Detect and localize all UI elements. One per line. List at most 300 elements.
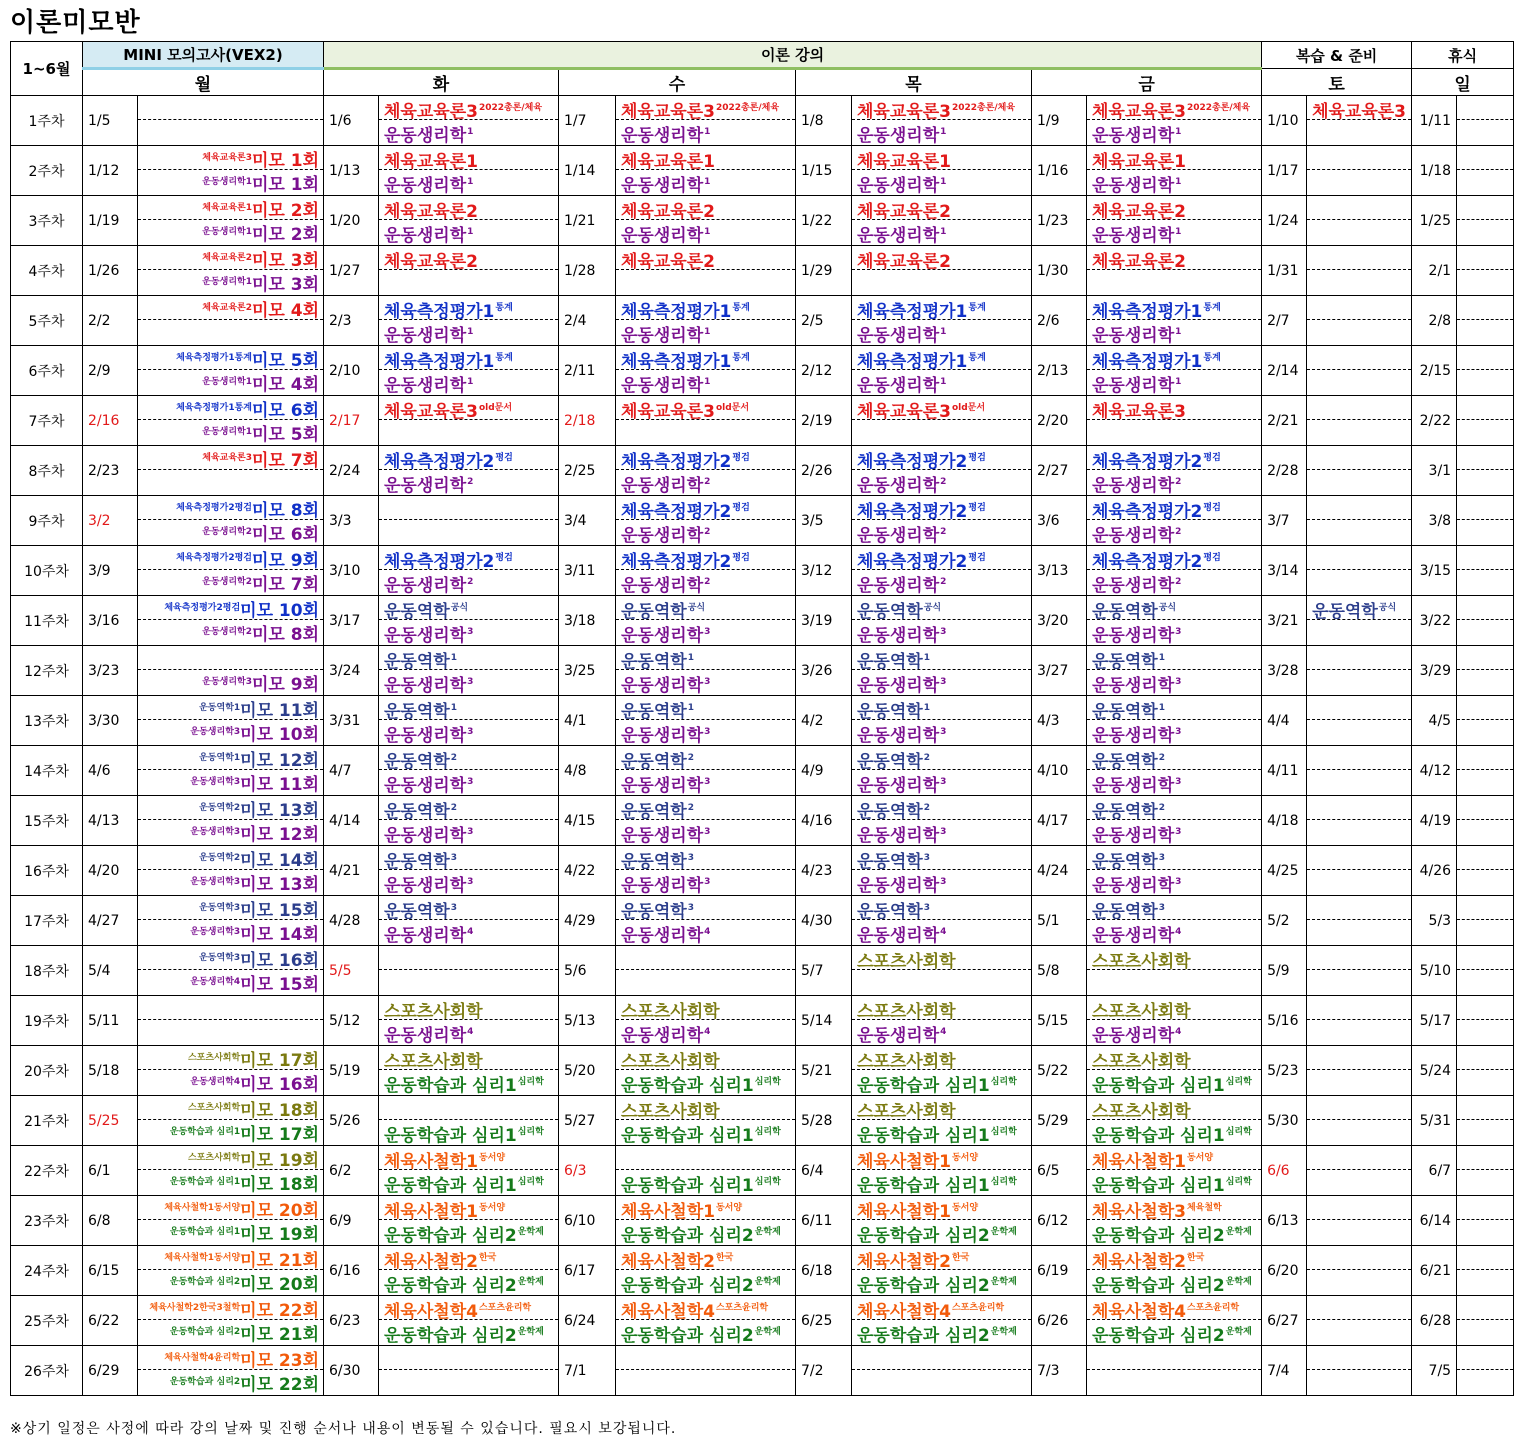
rest-line — [1457, 996, 1513, 1020]
lecture-line — [379, 170, 558, 194]
mini-test-line — [138, 1020, 323, 1044]
lecture-title: 체육교육론2 — [384, 202, 478, 220]
date-wed: 6/17 — [559, 1246, 616, 1296]
mini-test-label: 미모 8회 — [251, 501, 319, 520]
lecture-line — [1087, 770, 1261, 794]
lecture-title: 운동생리학 — [384, 226, 467, 244]
lecture-cell — [852, 1296, 1032, 1346]
date-thu: 5/7 — [796, 946, 852, 996]
lecture-title: 체육사철학4 — [1092, 1302, 1186, 1320]
lecture-line — [1087, 196, 1261, 220]
lecture-cell — [1087, 796, 1262, 846]
lecture-title: 체육사철학2 — [621, 1252, 715, 1270]
date-sun: 4/12 — [1412, 746, 1457, 796]
lecture-line — [852, 920, 1031, 944]
date-sat: 2/7 — [1262, 296, 1307, 346]
mini-test-label: 미모 16회 — [240, 1075, 319, 1094]
lecture-line — [852, 396, 1031, 420]
lecture-line — [616, 170, 795, 194]
mini-test-label: 미모 6회 — [251, 525, 319, 544]
lecture-line — [379, 946, 558, 970]
lecture-line — [852, 220, 1031, 244]
lecture-title: 체육측정평가1 — [1092, 352, 1203, 370]
lecture-title: 운동학습과 심리1 — [1092, 1176, 1225, 1194]
date-sat: 3/28 — [1262, 646, 1307, 696]
lecture-line — [379, 1246, 558, 1270]
date-tue: 5/5 — [324, 946, 379, 996]
date-sun: 5/3 — [1412, 896, 1457, 946]
review-cell — [1307, 846, 1412, 896]
lecture-title: 스포츠사회학 — [1092, 1052, 1191, 1070]
date-fri: 5/8 — [1032, 946, 1087, 996]
lecture-title: 운동역학 — [1092, 702, 1158, 720]
rest-line — [1457, 820, 1513, 844]
mini-test-label: 미모 7회 — [251, 451, 319, 470]
lecture-tag: 운학제 — [754, 1227, 781, 1237]
mini-test-subject: 체육사철학1동서양 — [164, 1203, 241, 1213]
mini-test-line — [138, 546, 323, 570]
rest-line — [1457, 870, 1513, 894]
lecture-title: 운동학습과 심리1 — [621, 1176, 754, 1194]
lecture-title: 운동생리학 — [621, 676, 704, 694]
rest-line — [1457, 346, 1513, 370]
review-line — [1307, 520, 1411, 544]
mini-test-subject: 체육교육론2 — [202, 253, 252, 263]
lecture-line — [852, 596, 1031, 620]
week-row — [11, 1346, 1514, 1396]
lecture-line — [379, 146, 558, 170]
date-thu: 5/21 — [796, 1046, 852, 1096]
review-line — [1307, 1270, 1411, 1294]
lecture-title: 체육사철학2 — [384, 1252, 478, 1270]
lecture-tag: 공식 — [450, 603, 469, 613]
mini-test-line — [138, 170, 323, 194]
mini-test-line — [138, 220, 323, 244]
mini-test-cell — [138, 1146, 324, 1196]
lecture-line — [852, 1246, 1031, 1270]
lecture-cell — [1087, 1296, 1262, 1346]
week-row — [11, 246, 1514, 296]
lecture-line — [1087, 696, 1261, 720]
lecture-line — [852, 720, 1031, 744]
lecture-title: 체육사철학1 — [384, 1202, 478, 1220]
lecture-tag: 3 — [1158, 903, 1165, 913]
lecture-cell — [379, 596, 559, 646]
lecture-tag: 공식 — [923, 603, 942, 613]
mini-test-cell — [138, 746, 324, 796]
lecture-cell — [1087, 1246, 1262, 1296]
date-sun: 4/5 — [1412, 696, 1457, 746]
lecture-tag: 심리학 — [1225, 1077, 1252, 1087]
lecture-cell — [379, 996, 559, 1046]
rest-line — [1457, 746, 1513, 770]
lecture-line — [379, 720, 558, 744]
week-label: 25주차 — [11, 1296, 83, 1346]
lecture-title: 운동생리학 — [621, 326, 704, 344]
date-thu: 4/9 — [796, 746, 852, 796]
lecture-cell — [379, 446, 559, 496]
lecture-title: 운동학습과 심리2 — [621, 1326, 754, 1344]
lecture-tag: 1 — [1175, 177, 1182, 187]
lecture-line — [852, 1296, 1031, 1320]
mini-test-subject: 운동생리학2 — [202, 627, 252, 637]
lecture-line — [379, 546, 558, 570]
lecture-cell — [852, 1346, 1032, 1396]
lecture-title: 운동생리학 — [857, 326, 940, 344]
lecture-line — [379, 846, 558, 870]
lecture-line — [852, 546, 1031, 570]
review-line — [1307, 1220, 1411, 1244]
week-label: 7주차 — [11, 396, 83, 446]
lecture-line — [852, 570, 1031, 594]
lecture-title: 체육사철학2 — [857, 1252, 951, 1270]
mini-test-line — [138, 96, 323, 120]
mini-test-line — [138, 196, 323, 220]
rest-line — [1457, 1146, 1513, 1170]
lecture-tag: 운학제 — [1225, 1227, 1252, 1237]
rest-line — [1457, 770, 1513, 794]
date-sun: 2/15 — [1412, 346, 1457, 396]
date-mon: 6/22 — [83, 1296, 138, 1346]
lecture-cell — [1087, 996, 1262, 1046]
lecture-cell — [379, 696, 559, 746]
week-label: 5주차 — [11, 296, 83, 346]
lecture-line — [616, 570, 795, 594]
lecture-tag: 1 — [450, 653, 457, 663]
lecture-cell — [1087, 1046, 1262, 1096]
lecture-line — [616, 296, 795, 320]
date-wed: 5/20 — [559, 1046, 616, 1096]
lecture-cell — [616, 446, 796, 496]
lecture-line — [379, 870, 558, 894]
lecture-cell — [616, 1296, 796, 1346]
lecture-tag: 3 — [923, 853, 930, 863]
lecture-line — [379, 296, 558, 320]
lecture-title: 운동학습과 심리1 — [857, 1076, 990, 1094]
lecture-tag: 3 — [704, 827, 711, 837]
lecture-tag: 심리학 — [517, 1127, 544, 1137]
rest-cell — [1457, 696, 1514, 746]
mini-test-line — [138, 696, 323, 720]
lecture-title: 운동역학 — [1092, 602, 1158, 620]
mini-test-subject: 운동생리학1 — [202, 377, 252, 387]
lecture-title: 운동생리학 — [857, 126, 940, 144]
date-mon: 6/29 — [83, 1346, 138, 1396]
lecture-tag: 평검 — [732, 553, 750, 563]
lecture-cell — [616, 846, 796, 896]
date-tue: 3/3 — [324, 496, 379, 546]
mini-test-subject: 스포츠사회학 — [187, 1153, 241, 1163]
lecture-line — [1087, 570, 1261, 594]
week-row — [11, 1196, 1514, 1246]
lecture-line — [852, 1220, 1031, 1244]
mini-test-subject: 체육사철학4윤리학 — [164, 1353, 241, 1363]
lecture-title: 운동학습과 심리1 — [857, 1176, 990, 1194]
lecture-cell — [379, 1046, 559, 1096]
review-line — [1307, 770, 1411, 794]
lecture-line — [379, 1096, 558, 1120]
week-label: 9주차 — [11, 496, 83, 546]
mini-test-subject: 운동생리학3 — [190, 777, 241, 787]
date-sat: 1/10 — [1262, 96, 1307, 146]
lecture-cell — [852, 146, 1032, 196]
date-tue: 5/26 — [324, 1096, 379, 1146]
review-line — [1307, 696, 1411, 720]
lecture-line — [379, 770, 558, 794]
mini-test-cell — [138, 1096, 324, 1146]
date-sat: 6/27 — [1262, 1296, 1307, 1346]
date-sat: 3/14 — [1262, 546, 1307, 596]
date-fri: 1/30 — [1032, 246, 1087, 296]
lecture-line — [379, 1170, 558, 1194]
lecture-title: 체육측정평가1 — [621, 352, 732, 370]
date-fri: 1/16 — [1032, 146, 1087, 196]
week-label: 4주차 — [11, 246, 83, 296]
lecture-tag: 한국 — [951, 1253, 970, 1263]
lecture-tag: 4 — [467, 1027, 474, 1037]
lecture-tag: 3 — [1175, 627, 1182, 637]
mini-test-line — [138, 1120, 323, 1144]
lecture-line — [616, 870, 795, 894]
week-row — [11, 796, 1514, 846]
lecture-tag: 2 — [704, 577, 711, 587]
lecture-title: 운동생리학 — [857, 376, 940, 394]
lecture-line — [379, 346, 558, 370]
lecture-tag: 통계 — [968, 303, 986, 313]
week-row — [11, 946, 1514, 996]
lecture-title: 스포츠사회학 — [1092, 1002, 1191, 1020]
lecture-tag: 평검 — [495, 453, 513, 463]
lecture-title: 운동역학 — [384, 652, 450, 670]
lecture-tag: 2 — [1158, 753, 1165, 763]
week-label: 26주차 — [11, 1346, 83, 1396]
review-cell — [1307, 1146, 1412, 1196]
lecture-line — [1087, 1096, 1261, 1120]
lecture-cell — [379, 246, 559, 296]
lecture-title: 운동생리학 — [1092, 576, 1175, 594]
mini-test-cell — [138, 196, 324, 246]
lecture-line — [616, 970, 795, 994]
mini-test-subject: 체육측정평가2평검 — [176, 503, 252, 513]
date-wed: 1/28 — [559, 246, 616, 296]
mini-test-subject: 운동생리학2 — [202, 527, 252, 537]
date-fri: 5/22 — [1032, 1046, 1087, 1096]
lecture-title: 운동생리학 — [857, 676, 940, 694]
lecture-title: 운동생리학 — [384, 576, 467, 594]
date-wed: 1/14 — [559, 146, 616, 196]
rest-line — [1457, 720, 1513, 744]
date-mon: 6/1 — [83, 1146, 138, 1196]
lecture-tag: 2022총론/체육 — [951, 103, 1016, 113]
lecture-line — [1087, 796, 1261, 820]
lecture-title: 운동학습과 심리1 — [621, 1126, 754, 1144]
mini-test-line — [138, 846, 323, 870]
mini-test-label: 미모 19회 — [240, 1151, 319, 1170]
rest-line — [1457, 570, 1513, 594]
lecture-title: 운동학습과 심리2 — [384, 1326, 517, 1344]
lecture-title: 체육측정평가2 — [621, 452, 732, 470]
mini-test-line — [138, 346, 323, 370]
lecture-line — [1087, 1120, 1261, 1144]
rest-cell — [1457, 1196, 1514, 1246]
week-row — [11, 746, 1514, 796]
lecture-line — [852, 646, 1031, 670]
lecture-line — [852, 320, 1031, 344]
lecture-title: 운동학습과 심리1 — [1092, 1076, 1225, 1094]
lecture-cell — [852, 1196, 1032, 1246]
review-line — [1307, 296, 1411, 320]
lecture-line — [1087, 496, 1261, 520]
lecture-cell — [1087, 96, 1262, 146]
mini-test-subject: 체육사철학2한국3철학 — [149, 1303, 241, 1313]
week-row — [11, 846, 1514, 896]
lecture-tag: 1 — [1175, 127, 1182, 137]
lecture-title: 운동역학 — [384, 752, 450, 770]
lecture-tag: 2 — [1175, 527, 1182, 537]
lecture-title: 운동역학 — [621, 602, 687, 620]
date-wed: 2/11 — [559, 346, 616, 396]
week-label: 3주차 — [11, 196, 83, 246]
lecture-line — [379, 620, 558, 644]
review-cell — [1307, 1096, 1412, 1146]
lecture-cell — [852, 1046, 1032, 1096]
lecture-title: 운동생리학 — [621, 526, 704, 544]
lecture-line — [1087, 720, 1261, 744]
lecture-line — [616, 696, 795, 720]
date-wed: 4/29 — [559, 896, 616, 946]
lecture-tag: 1 — [467, 227, 474, 237]
mini-test-subject: 운동생리학1 — [202, 277, 252, 287]
day-header-tue: 화 — [324, 69, 559, 96]
date-thu: 1/15 — [796, 146, 852, 196]
lecture-title: 체육사철학4 — [857, 1302, 951, 1320]
lecture-tag: 3 — [467, 827, 474, 837]
mini-test-subject: 운동생리학3 — [190, 877, 241, 887]
lecture-tag: 3 — [940, 777, 947, 787]
date-sat: 5/30 — [1262, 1096, 1307, 1146]
lecture-title: 운동학습과 심리2 — [1092, 1226, 1225, 1244]
week-row — [11, 146, 1514, 196]
lecture-title: 스포츠사회학 — [857, 952, 956, 970]
lecture-tag: 1 — [1158, 703, 1165, 713]
lecture-title: 체육측정평가2 — [384, 452, 495, 470]
rest-line — [1457, 646, 1513, 670]
date-fri: 6/12 — [1032, 1196, 1087, 1246]
rest-cell — [1457, 346, 1514, 396]
lecture-title: 운동생리학 — [621, 726, 704, 744]
date-mon: 5/25 — [83, 1096, 138, 1146]
rest-line — [1457, 196, 1513, 220]
mini-test-subject: 운동생리학4 — [190, 977, 241, 987]
lecture-line — [616, 120, 795, 144]
review-line — [1307, 120, 1411, 144]
mini-test-label: 미모 4회 — [251, 375, 319, 394]
mini-test-line — [138, 470, 323, 494]
lecture-tag: 3 — [704, 627, 711, 637]
lecture-line — [379, 970, 558, 994]
lecture-cell — [616, 1246, 796, 1296]
lecture-tag: 3 — [923, 903, 930, 913]
date-mon: 1/19 — [83, 196, 138, 246]
rest-line — [1457, 170, 1513, 194]
rest-line — [1457, 396, 1513, 420]
lecture-title: 운동생리학 — [857, 626, 940, 644]
lecture-line — [1087, 246, 1261, 270]
lecture-cell — [852, 896, 1032, 946]
review-line — [1307, 270, 1411, 294]
lecture-title: 운동학습과 심리2 — [857, 1326, 990, 1344]
lecture-cell — [379, 396, 559, 446]
lecture-line — [379, 1146, 558, 1170]
lecture-line — [379, 1070, 558, 1094]
lecture-tag: 운학제 — [517, 1327, 544, 1337]
lecture-tag: 3 — [687, 903, 694, 913]
review-line — [1307, 620, 1411, 644]
date-mon: 4/27 — [83, 896, 138, 946]
lecture-tag: 평검 — [1203, 453, 1221, 463]
review-line — [1307, 1146, 1411, 1170]
lecture-title: 체육교육론3 — [857, 402, 951, 420]
review-cell — [1307, 346, 1412, 396]
lecture-title: 체육교육론1 — [1092, 152, 1186, 170]
lecture-title: 체육측정평가1 — [857, 302, 968, 320]
lecture-tag: 3 — [940, 877, 947, 887]
lecture-tag: 4 — [704, 1027, 711, 1037]
lecture-line — [616, 1096, 795, 1120]
lecture-tag: 1 — [940, 177, 947, 187]
date-fri: 3/20 — [1032, 596, 1087, 646]
rest-cell — [1457, 1246, 1514, 1296]
mini-test-subject: 운동학습과 심리1 — [169, 1177, 241, 1187]
date-thu: 6/18 — [796, 1246, 852, 1296]
lecture-title: 운동생리학 — [384, 176, 467, 194]
review-line — [1307, 96, 1411, 120]
lecture-cell — [616, 346, 796, 396]
lecture-tag: 동서양 — [478, 1153, 506, 1163]
lecture-tag: 스포츠윤리학 — [951, 1303, 1005, 1313]
lecture-title: 스포츠사회학 — [857, 1102, 956, 1120]
page-title: 이론미모반 — [10, 8, 141, 38]
date-wed: 6/24 — [559, 1296, 616, 1346]
date-sat: 1/24 — [1262, 196, 1307, 246]
lecture-tag: 공식 — [687, 603, 706, 613]
lecture-cell — [616, 596, 796, 646]
lecture-line — [1087, 1220, 1261, 1244]
rest-cell — [1457, 1296, 1514, 1346]
mini-test-subject: 운동학습과 심리2 — [169, 1277, 241, 1287]
mini-test-line — [138, 770, 323, 794]
mini-test-line — [138, 746, 323, 770]
lecture-title: 운동생리학 — [384, 126, 467, 144]
mini-test-subject: 체육교육론3 — [202, 453, 252, 463]
lecture-line — [379, 420, 558, 444]
lecture-title: 운동역학 — [1092, 802, 1158, 820]
mini-test-cell — [138, 546, 324, 596]
mini-test-line — [138, 1146, 323, 1170]
lecture-cell — [616, 1346, 796, 1396]
date-mon: 1/26 — [83, 246, 138, 296]
mini-test-subject: 운동생리학2 — [202, 577, 252, 587]
rest-cell — [1457, 446, 1514, 496]
mini-test-line — [138, 520, 323, 544]
date-sun: 6/7 — [1412, 1146, 1457, 1196]
mini-test-label: 미모 21회 — [240, 1325, 319, 1344]
lecture-tag: old문서 — [951, 403, 986, 413]
review-cell — [1307, 196, 1412, 246]
review-line — [1307, 1246, 1411, 1270]
lecture-title: 체육교육론3 — [1092, 402, 1186, 420]
lecture-tag: 심리학 — [517, 1177, 544, 1187]
